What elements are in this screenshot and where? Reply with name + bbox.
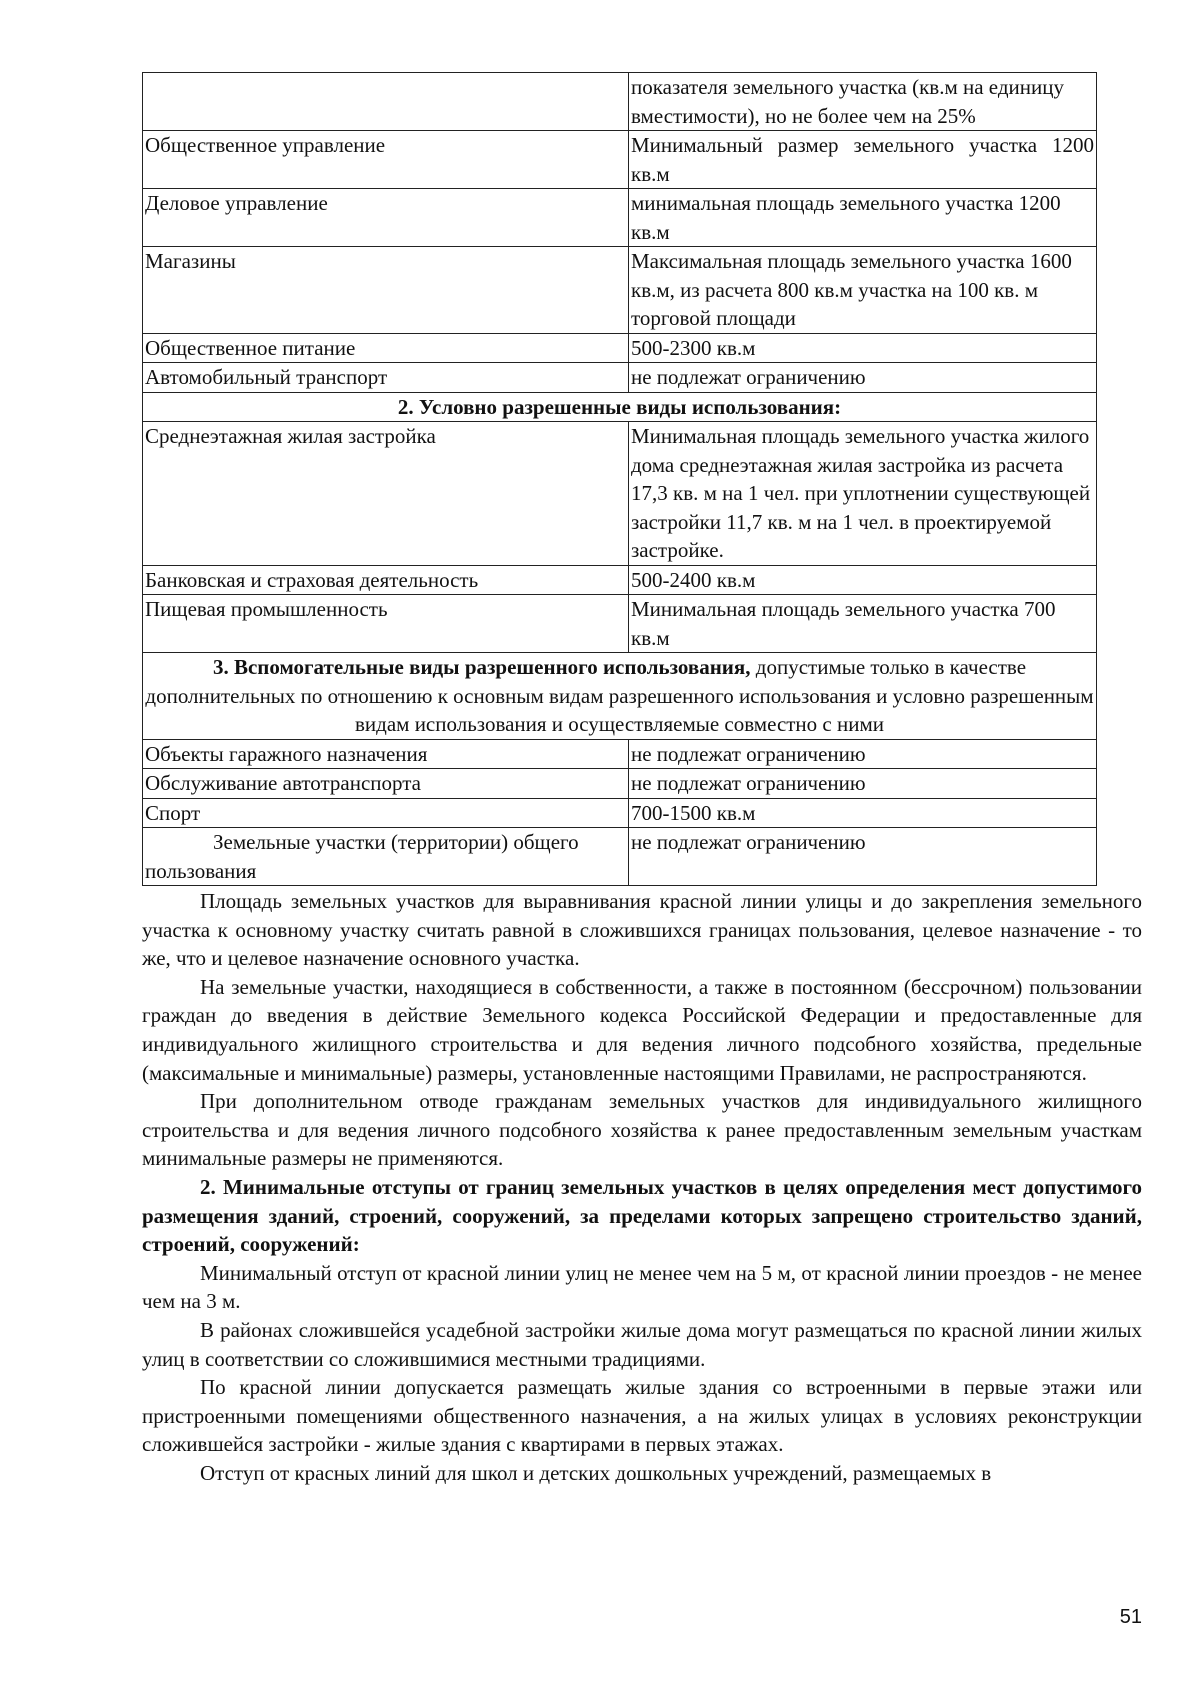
table-cell-value: не подлежат ограничению [629,769,1097,799]
land-use-table [142,72,1097,886]
table-row [143,189,1097,247]
section-heading: 2. Минимальные отступы от границ земельных участков в целях определения мест допустимого размещения зданий, строений, сооружений, за пределами которых запрещено строительство зданий, строений, сооружений: [142,1174,1142,1257]
section-3-title-rest: допустимые только в качестве дополнительных по отношению к основным видам разрешенного использования и условно разрешенным видам использования и осуществляемые совместно с ними [145,655,1094,736]
table-row [143,131,1097,189]
table-cell-name: Автомобильный транспорт [143,363,629,393]
table-row [143,422,1097,566]
table-row [143,828,1097,886]
table-cell-value: показателя земельного участка (кв.м на единицу вместимости), но не более чем на 25% [629,73,1097,131]
table-cell-name: Земельные участки (территории) общего пользования [143,828,629,886]
table-cell-name: Обслуживание автотранспорта [143,769,629,799]
table-cell-name: Общественное управление [143,131,629,189]
table-row [143,565,1097,595]
table-row [143,333,1097,363]
table-row [143,769,1097,799]
table-cell-name: Среднеэтажная жилая застройка [143,422,629,566]
paragraph: Минимальный отступ от красной линии улиц не менее чем на 5 м, от красной линии проездов - не менее чем на 3 м. [142,1260,1142,1314]
table-cell-name: Магазины [143,247,629,334]
paragraph: Площадь земельных участков для выравнивания красной линии улицы и до закрепления земельного участка к основному участку считать равной в сложившихся границах пользования, целевое назначение - то же, что и целевое назначение основного участка. [142,889,1142,971]
table-cell-value: минимальная площадь земельного участка 1200 кв.м [629,189,1097,247]
table-row [143,247,1097,334]
table-cell-name: Деловое управление [143,189,629,247]
table-cell-value: Минимальная площадь земельного участка жилого дома среднеэтажная жилая застройка из расчета 17,3 кв. м на 1 чел. при уплотнении существующей застройки 11,7 кв. м на 1 чел. в проектируемой застройке. [629,422,1097,566]
table-cell-value: Минимальная площадь земельного участка 700 кв.м [629,595,1097,653]
section-header-row [143,392,1097,422]
table-cell-value: Минимальный размер земельного участка 1200 кв.м [629,131,1097,189]
table-cell-name: Спорт [143,798,629,828]
table-cell-name: Банковская и страховая деятельность [143,565,629,595]
table-cell-value: не подлежат ограничению [629,739,1097,769]
table-cell-value: 500-2300 кв.м [629,333,1097,363]
table-cell-name: Пищевая промышленность [143,595,629,653]
table-cell-value: не подлежат ограничению [629,828,1097,886]
paragraph: По красной линии допускается размещать жилые здания со встроенными в первые этажи или пристроенными помещениями общественного назначения, а на жилых улицах в условиях реконструкции сложившейся застройки - жилые здания с квартирами в первых этажах. [142,1375,1142,1457]
paragraph: Отступ от красных линий для школ и детских дошкольных учреждений, размещаемых в [200,1460,992,1485]
page-number: 51 [1119,1606,1142,1628]
table-row [143,363,1097,393]
table-cell-value: 500-2400 кв.м [629,565,1097,595]
body-text [142,887,1142,1487]
table-cell-name [143,73,629,131]
table-row [143,798,1097,828]
document-page [142,72,1142,1487]
table-cell-value: Максимальная площадь земельного участка 1600 кв.м, из расчета 800 кв.м участка на 100 кв. м торговой площади [629,247,1097,334]
table-cell-name: Объекты гаражного назначения [143,739,629,769]
section-3-title [143,653,1097,740]
table-cell-value: не подлежат ограничению [629,363,1097,393]
table-row [143,73,1097,131]
paragraph: В районах сложившейся усадебной застройки жилые дома могут размещаться по красной линии жилых улиц в соответствии со сложившимися местными традициями. [142,1317,1142,1371]
section-2-title: 2. Условно разрешенные виды использования: [143,392,1097,422]
table-row [143,739,1097,769]
paragraph: На земельные участки, находящиеся в собственности, а также в постоянном (бессрочном) пользовании граждан до введения в действие Земельного кодекса Российской Федерации и предоставленные для индивидуального жилищного строительства и для ведения личного подсобного хозяйства, предельные (максимальные и минимальные) размеры, установленные настоящими Правилами, не распространяются. [142,974,1142,1085]
table-cell-value: 700-1500 кв.м [629,798,1097,828]
section-header-row [143,653,1097,740]
table-cell-name: Общественное питание [143,333,629,363]
paragraph: При дополнительном отводе гражданам земельных участков для индивидуального жилищного строительства и для ведения личного подсобного хозяйства к ранее предоставленным земельным участкам минимальные размеры не применяются. [142,1089,1142,1171]
table-row [143,595,1097,653]
section-3-title-bold: 3. Вспомогательные виды разрешенного использования, [212,655,751,679]
